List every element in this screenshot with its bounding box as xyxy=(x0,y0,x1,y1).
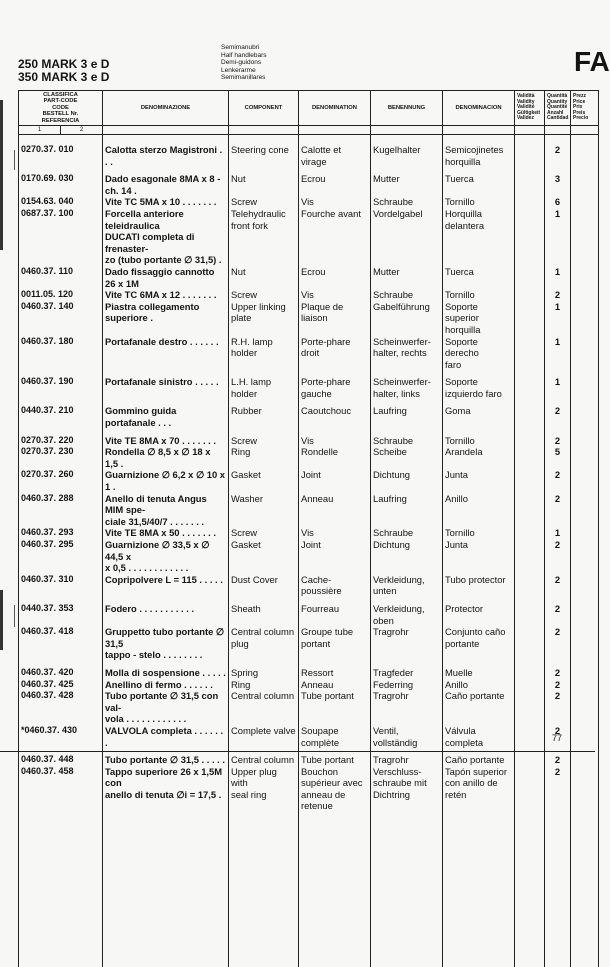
prezzo-cell xyxy=(571,196,599,208)
benennung-cell: Schraube xyxy=(371,435,443,447)
table-row xyxy=(19,405,599,428)
prezzo-cell xyxy=(571,679,599,691)
prezzo-cell xyxy=(571,574,599,597)
part-code-cell: *0460.37. 430 xyxy=(19,725,103,748)
denomination-cell: Porte-phare gauche xyxy=(299,376,371,399)
denominacion-cell: Tornillo xyxy=(443,527,515,539)
component-cell: Central column plug xyxy=(229,626,299,661)
part-code-cell: 0460.37. 295 xyxy=(19,539,103,574)
quantita-cell: 2 xyxy=(545,667,571,679)
table-row xyxy=(19,376,599,399)
model-titles xyxy=(18,58,109,84)
denominacion-cell: Tornillo xyxy=(443,435,515,447)
denominazione-cell: Gommino guida portafanale . . . xyxy=(103,405,229,428)
table-row xyxy=(19,446,599,469)
denominacion-cell: Soporte superior horquilla xyxy=(443,301,515,336)
denominacion-cell: Tapón superior con anillo de retén xyxy=(443,766,515,812)
page-edge xyxy=(0,100,3,250)
table-header-row xyxy=(19,91,599,126)
component-cell: Screw xyxy=(229,196,299,208)
margin-mark xyxy=(14,605,15,627)
component-cell: Gasket xyxy=(229,539,299,574)
denominazione-cell: Portafanale destro . . . . . . xyxy=(103,336,229,371)
table-row xyxy=(19,766,599,812)
section-subtitle xyxy=(221,44,267,82)
component-cell: Ring xyxy=(229,679,299,691)
denominacion-cell: Tubo protector xyxy=(443,574,515,597)
benennung-cell: Scheinwerfer- halter, links xyxy=(371,376,443,399)
quantita-cell: 1 xyxy=(545,208,571,266)
benennung-cell: Tragrohr xyxy=(371,754,443,766)
quantita-cell: 2 xyxy=(545,469,571,492)
prezzo-cell xyxy=(571,173,599,196)
denominacion-cell: Protector xyxy=(443,603,515,626)
denomination-cell: Soupape complète xyxy=(299,725,371,748)
part-code-cell: 0270.37. 260 xyxy=(19,469,103,492)
denominazione-cell: Dado fissaggio cannotto 26 x 1M xyxy=(103,266,229,289)
denomination-cell: Vis xyxy=(299,527,371,539)
quantita-cell: 2 xyxy=(545,725,571,748)
component-cell: Screw xyxy=(229,527,299,539)
denominazione-cell: Vite TE 8MA x 50 . . . . . . . xyxy=(103,527,229,539)
validita-cell xyxy=(515,376,545,399)
validita-cell xyxy=(515,266,545,289)
denomination-cell: Bouchon supérieur avec anneau de retenue xyxy=(299,766,371,812)
validita-cell xyxy=(515,446,545,469)
denominacion-cell: Conjunto caño portante xyxy=(443,626,515,661)
denomination-cell: Tube portant xyxy=(299,754,371,766)
col-prezzo: Prezz Price Prix Preis Precio xyxy=(571,91,599,126)
quantita-cell: 2 xyxy=(545,289,571,301)
col-component: COMPONENT xyxy=(229,91,299,126)
subcol-1: 1 xyxy=(19,126,61,134)
subtitle-de: Lenkerarme xyxy=(221,67,267,75)
quantita-cell: 2 xyxy=(545,690,571,725)
section-letter: FA xyxy=(574,46,610,78)
page-bottom-rule xyxy=(0,751,595,752)
benennung-cell: Scheinwerfer- halter, rechts xyxy=(371,336,443,371)
validita-cell xyxy=(515,336,545,371)
quantita-cell: 2 xyxy=(545,626,571,661)
denominazione-cell: Portafanale sinistro . . . . . xyxy=(103,376,229,399)
quantita-cell: 6 xyxy=(545,196,571,208)
benennung-cell: Dichtung xyxy=(371,539,443,574)
subtitle-en: Half handlebars xyxy=(221,52,267,60)
table-row xyxy=(19,173,599,196)
denomination-cell: Caoutchouc xyxy=(299,405,371,428)
component-cell: Steering cone xyxy=(229,144,299,167)
model-title-2: 350 MARK 3 e D xyxy=(18,71,109,84)
validita-cell xyxy=(515,469,545,492)
validita-cell xyxy=(515,493,545,528)
denomination-cell: Calotte et virage xyxy=(299,144,371,167)
denominacion-cell: Junta xyxy=(443,469,515,492)
benennung-cell: Ventil, vollständig xyxy=(371,725,443,748)
margin-mark xyxy=(14,150,15,170)
denominacion-cell: Arandela xyxy=(443,446,515,469)
col-denominazione: DENOMINAZIONE xyxy=(103,91,229,126)
benennung-cell: Tragrohr xyxy=(371,690,443,725)
part-code-cell: 0170.69. 030 xyxy=(19,173,103,196)
denominacion-cell: Válvula completa xyxy=(443,725,515,748)
denominazione-cell: Piastra collegamento superiore . xyxy=(103,301,229,336)
prezzo-cell xyxy=(571,376,599,399)
denominazione-cell: Vite TC 5MA x 10 . . . . . . . xyxy=(103,196,229,208)
part-code-cell: 0440.37. 210 xyxy=(19,405,103,428)
denominacion-cell: Tuerca xyxy=(443,266,515,289)
table-row xyxy=(19,527,599,539)
col-validita: Validità Validity Validité Gültigkeit Validez xyxy=(515,91,545,126)
denomination-cell: Ressort xyxy=(299,667,371,679)
denomination-cell: Vis xyxy=(299,196,371,208)
denomination-cell: Cache-poussière xyxy=(299,574,371,597)
table-row xyxy=(19,539,599,574)
prezzo-cell xyxy=(571,725,599,748)
quantita-cell: 3 xyxy=(545,173,571,196)
subcol-2: 2 xyxy=(61,126,102,134)
benennung-cell: Gabelführung xyxy=(371,301,443,336)
validita-cell xyxy=(515,725,545,748)
quantita-cell: 1 xyxy=(545,266,571,289)
quantita-cell: 2 xyxy=(545,405,571,428)
denomination-cell: Tube portant xyxy=(299,690,371,725)
denomination-cell: Groupe tube portant xyxy=(299,626,371,661)
benennung-cell: Laufring xyxy=(371,493,443,528)
quantita-cell: 2 xyxy=(545,435,571,447)
denominazione-cell: Anello di tenuta Angus MIM spe- ciale 31,5/40/7 . . . . . . . xyxy=(103,493,229,528)
part-code-cell: 0460.37. 190 xyxy=(19,376,103,399)
denominazione-cell: Anellino di fermo . . . . . . xyxy=(103,679,229,691)
part-code-cell: 0460.37. 420 xyxy=(19,667,103,679)
table-row xyxy=(19,667,599,679)
table-row xyxy=(19,196,599,208)
denominazione-cell: Vite TE 8MA x 70 . . . . . . . xyxy=(103,435,229,447)
component-cell: L.H. lamp holder xyxy=(229,376,299,399)
part-code-cell: 0460.37. 288 xyxy=(19,493,103,528)
component-cell: Screw xyxy=(229,289,299,301)
validita-cell xyxy=(515,527,545,539)
benennung-cell: Schraube xyxy=(371,527,443,539)
benennung-cell: Verkleidung, unten xyxy=(371,574,443,597)
denominacion-cell: Muelle xyxy=(443,667,515,679)
component-cell: Upper plug with seal ring xyxy=(229,766,299,812)
part-code-cell: 0270.37. 010 xyxy=(19,144,103,167)
component-cell: Rubber xyxy=(229,405,299,428)
quantita-cell: 2 xyxy=(545,574,571,597)
quantita-cell: 1 xyxy=(545,527,571,539)
denominazione-cell: Rondella ∅ 8,5 x ∅ 18 x 1,5 . xyxy=(103,446,229,469)
quantita-cell: 2 xyxy=(545,679,571,691)
table-row xyxy=(19,289,599,301)
part-code-cell: 0460.37. 458 xyxy=(19,766,103,812)
benennung-cell: Tragrohr xyxy=(371,626,443,661)
table-row xyxy=(19,435,599,447)
validita-cell xyxy=(515,667,545,679)
denomination-cell: Fourreau xyxy=(299,603,371,626)
denominazione-cell: Forcella anteriore teleidraulica DUCATI completa di frenaster- zo (tubo portante ∅ 31,5) . xyxy=(103,208,229,266)
benennung-cell: Tragfeder xyxy=(371,667,443,679)
table-row xyxy=(19,603,599,626)
part-code-cell: 0011.05. 120 xyxy=(19,289,103,301)
denominacion-cell: Anillo xyxy=(443,493,515,528)
prezzo-cell xyxy=(571,690,599,725)
denominazione-cell: Tappo superiore 26 x 1,5M con anello di tenuta ∅i = 17,5 . xyxy=(103,766,229,812)
col-denominacion: DENOMINACION xyxy=(443,91,515,126)
denominacion-cell: Soporte izquierdo faro xyxy=(443,376,515,399)
validita-cell xyxy=(515,539,545,574)
component-cell: Spring xyxy=(229,667,299,679)
validita-cell xyxy=(515,603,545,626)
quantita-cell: 1 xyxy=(545,301,571,336)
benennung-cell: Scheibe xyxy=(371,446,443,469)
denominazione-cell: Fodero . . . . . . . . . . . xyxy=(103,603,229,626)
table-row xyxy=(19,626,599,661)
component-cell: Central column xyxy=(229,690,299,725)
table-row xyxy=(19,336,599,371)
part-code-cell: 0460.37. 448 xyxy=(19,754,103,766)
prezzo-cell xyxy=(571,266,599,289)
part-code-cell: 0270.37. 230 xyxy=(19,446,103,469)
validita-cell xyxy=(515,196,545,208)
denomination-cell: Vis xyxy=(299,289,371,301)
prezzo-cell xyxy=(571,208,599,266)
part-code-cell: 0687.37. 100 xyxy=(19,208,103,266)
component-cell: Screw xyxy=(229,435,299,447)
prezzo-cell xyxy=(571,289,599,301)
denominacion-cell: Soporte derecho faro xyxy=(443,336,515,371)
part-code-cell: 0460.37. 428 xyxy=(19,690,103,725)
denomination-cell: Anneau xyxy=(299,493,371,528)
validita-cell xyxy=(515,144,545,167)
validita-cell xyxy=(515,301,545,336)
validita-cell xyxy=(515,679,545,691)
table-row xyxy=(19,493,599,528)
quantita-cell: 2 xyxy=(545,144,571,167)
col-classifica: CLASSIFICA PART-CODE CODE BESTELL Nr. REFERENCIA xyxy=(19,91,103,126)
validita-cell xyxy=(515,574,545,597)
prezzo-cell xyxy=(571,144,599,167)
denominacion-cell: Goma xyxy=(443,405,515,428)
prezzo-cell xyxy=(571,301,599,336)
benennung-cell: Mutter xyxy=(371,266,443,289)
subtitle-es: Semimanillares xyxy=(221,74,267,82)
quantita-cell: 2 xyxy=(545,754,571,766)
classifica-subcols xyxy=(19,126,103,135)
col-denomination: DENOMINATION xyxy=(299,91,371,126)
prezzo-cell xyxy=(571,626,599,661)
part-code-cell: 0460.37. 418 xyxy=(19,626,103,661)
component-cell: Sheath xyxy=(229,603,299,626)
denominacion-cell: Horquilla delantera xyxy=(443,208,515,266)
benennung-cell: Verschluss- schraube mit Dichtring xyxy=(371,766,443,812)
denominazione-cell: VALVOLA completa . . . . . . . xyxy=(103,725,229,748)
denomination-cell: Vis xyxy=(299,435,371,447)
benennung-cell: Kugelhalter xyxy=(371,144,443,167)
component-cell: Nut xyxy=(229,173,299,196)
quantita-cell: 1 xyxy=(545,336,571,371)
denomination-cell: Joint xyxy=(299,469,371,492)
quantita-cell: 2 xyxy=(545,603,571,626)
page-number: 77 xyxy=(552,733,562,743)
benennung-cell: Laufring xyxy=(371,405,443,428)
component-cell: Complete valve xyxy=(229,725,299,748)
prezzo-cell xyxy=(571,539,599,574)
denomination-cell: Ecrou xyxy=(299,266,371,289)
table-row xyxy=(19,754,599,766)
table-row xyxy=(19,301,599,336)
part-code-cell: 0460.37. 180 xyxy=(19,336,103,371)
table-body xyxy=(19,135,599,967)
denominacion-cell: Tornillo xyxy=(443,196,515,208)
prezzo-cell xyxy=(571,527,599,539)
denomination-cell: Fourche avant xyxy=(299,208,371,266)
part-code-cell: 0460.37. 110 xyxy=(19,266,103,289)
table-row xyxy=(19,690,599,725)
denominacion-cell: Semicojinetes horquilla xyxy=(443,144,515,167)
denominacion-cell: Tornillo xyxy=(443,289,515,301)
part-code-cell: 0460.37. 310 xyxy=(19,574,103,597)
denominazione-cell: Dado esagonale 8MA x 8 - ch. 14 . xyxy=(103,173,229,196)
component-cell: Nut xyxy=(229,266,299,289)
parts-table xyxy=(18,90,599,967)
table-row xyxy=(19,725,599,748)
prezzo-cell xyxy=(571,667,599,679)
quantita-cell: 2 xyxy=(545,493,571,528)
denominazione-cell: Calotta sterzo Magistroni . . . xyxy=(103,144,229,167)
model-title-1: 250 MARK 3 e D xyxy=(18,58,109,71)
part-code-cell: 0270.37. 220 xyxy=(19,435,103,447)
prezzo-cell xyxy=(571,603,599,626)
denomination-cell: Rondelle xyxy=(299,446,371,469)
table-row xyxy=(19,208,599,266)
part-code-cell: 0460.37. 140 xyxy=(19,301,103,336)
part-code-cell: 0440.37. 353 xyxy=(19,603,103,626)
validita-cell xyxy=(515,690,545,725)
table-subheader-row xyxy=(19,126,599,135)
denominazione-cell: Vite TC 6MA x 12 . . . . . . . xyxy=(103,289,229,301)
validita-cell xyxy=(515,405,545,428)
component-cell: Dust Cover xyxy=(229,574,299,597)
benennung-cell: Mutter xyxy=(371,173,443,196)
subtitle-it: Semimanubri xyxy=(221,44,267,52)
benennung-cell: Federring xyxy=(371,679,443,691)
denomination-cell: Joint xyxy=(299,539,371,574)
prezzo-cell xyxy=(571,446,599,469)
component-cell: R.H. lamp holder xyxy=(229,336,299,371)
denominazione-cell: Copripolvere L = 115 . . . . . xyxy=(103,574,229,597)
denominazione-cell: Molla di sospensione . . . . . xyxy=(103,667,229,679)
quantita-cell: 2 xyxy=(545,766,571,812)
prezzo-cell xyxy=(571,469,599,492)
validita-cell xyxy=(515,208,545,266)
quantita-cell: 2 xyxy=(545,539,571,574)
denomination-cell: Anneau xyxy=(299,679,371,691)
page-edge xyxy=(0,590,3,650)
part-code-cell: 0460.37. 293 xyxy=(19,527,103,539)
prezzo-cell xyxy=(571,766,599,812)
validita-cell xyxy=(515,754,545,766)
benennung-cell: Vordelgabel xyxy=(371,208,443,266)
table-row xyxy=(19,144,599,167)
component-cell: Central column xyxy=(229,754,299,766)
denominacion-cell: Tuerca xyxy=(443,173,515,196)
denominazione-cell: Tubo portante ∅ 31,5 con val- vola . . . . . . . . . . . . xyxy=(103,690,229,725)
table-row xyxy=(19,574,599,597)
component-cell: Telehydraulic front fork xyxy=(229,208,299,266)
validita-cell xyxy=(515,626,545,661)
table-row xyxy=(19,679,599,691)
component-cell: Ring xyxy=(229,446,299,469)
denominacion-cell: Junta xyxy=(443,539,515,574)
denomination-cell: Porte-phare droit xyxy=(299,336,371,371)
prezzo-cell xyxy=(571,493,599,528)
component-cell: Washer xyxy=(229,493,299,528)
prezzo-cell xyxy=(571,336,599,371)
denominazione-cell: Tubo portante ∅ 31,5 . . . . . xyxy=(103,754,229,766)
denominacion-cell: Caño portante xyxy=(443,690,515,725)
prezzo-cell xyxy=(571,435,599,447)
col-quantita: Quantità Quantity Quantité Anzahl Cantidad xyxy=(545,91,571,126)
validita-cell xyxy=(515,435,545,447)
subtitle-fr: Demi-guidons xyxy=(221,59,267,67)
col-benennung: BENENNUNG xyxy=(371,91,443,126)
denominazione-cell: Guarnizione ∅ 33,5 x ∅ 44,5 x x 0,5 . . . . . . . . . . . . xyxy=(103,539,229,574)
denominazione-cell: Gruppetto tubo portante ∅ 31,5 tappo - stelo . . . . . . . . xyxy=(103,626,229,661)
quantita-cell: 5 xyxy=(545,446,571,469)
validita-cell xyxy=(515,289,545,301)
part-code-cell: 0154.63. 040 xyxy=(19,196,103,208)
table-row xyxy=(19,266,599,289)
prezzo-cell xyxy=(571,405,599,428)
component-cell: Upper linking plate xyxy=(229,301,299,336)
prezzo-cell xyxy=(571,754,599,766)
denominacion-cell: Anillo xyxy=(443,679,515,691)
validita-cell xyxy=(515,766,545,812)
table-filler xyxy=(19,812,599,967)
part-code-cell: 0460.37. 425 xyxy=(19,679,103,691)
benennung-cell: Dichtung xyxy=(371,469,443,492)
denomination-cell: Ecrou xyxy=(299,173,371,196)
denominazione-cell: Guarnizione ∅ 6,2 x ∅ 10 x 1 . xyxy=(103,469,229,492)
component-cell: Gasket xyxy=(229,469,299,492)
benennung-cell: Schraube xyxy=(371,196,443,208)
denomination-cell: Plaque de liaison xyxy=(299,301,371,336)
table-row xyxy=(19,469,599,492)
quantita-cell: 1 xyxy=(545,376,571,399)
validita-cell xyxy=(515,173,545,196)
denominacion-cell: Caño portante xyxy=(443,754,515,766)
benennung-cell: Verkleidung, oben xyxy=(371,603,443,626)
benennung-cell: Schraube xyxy=(371,289,443,301)
